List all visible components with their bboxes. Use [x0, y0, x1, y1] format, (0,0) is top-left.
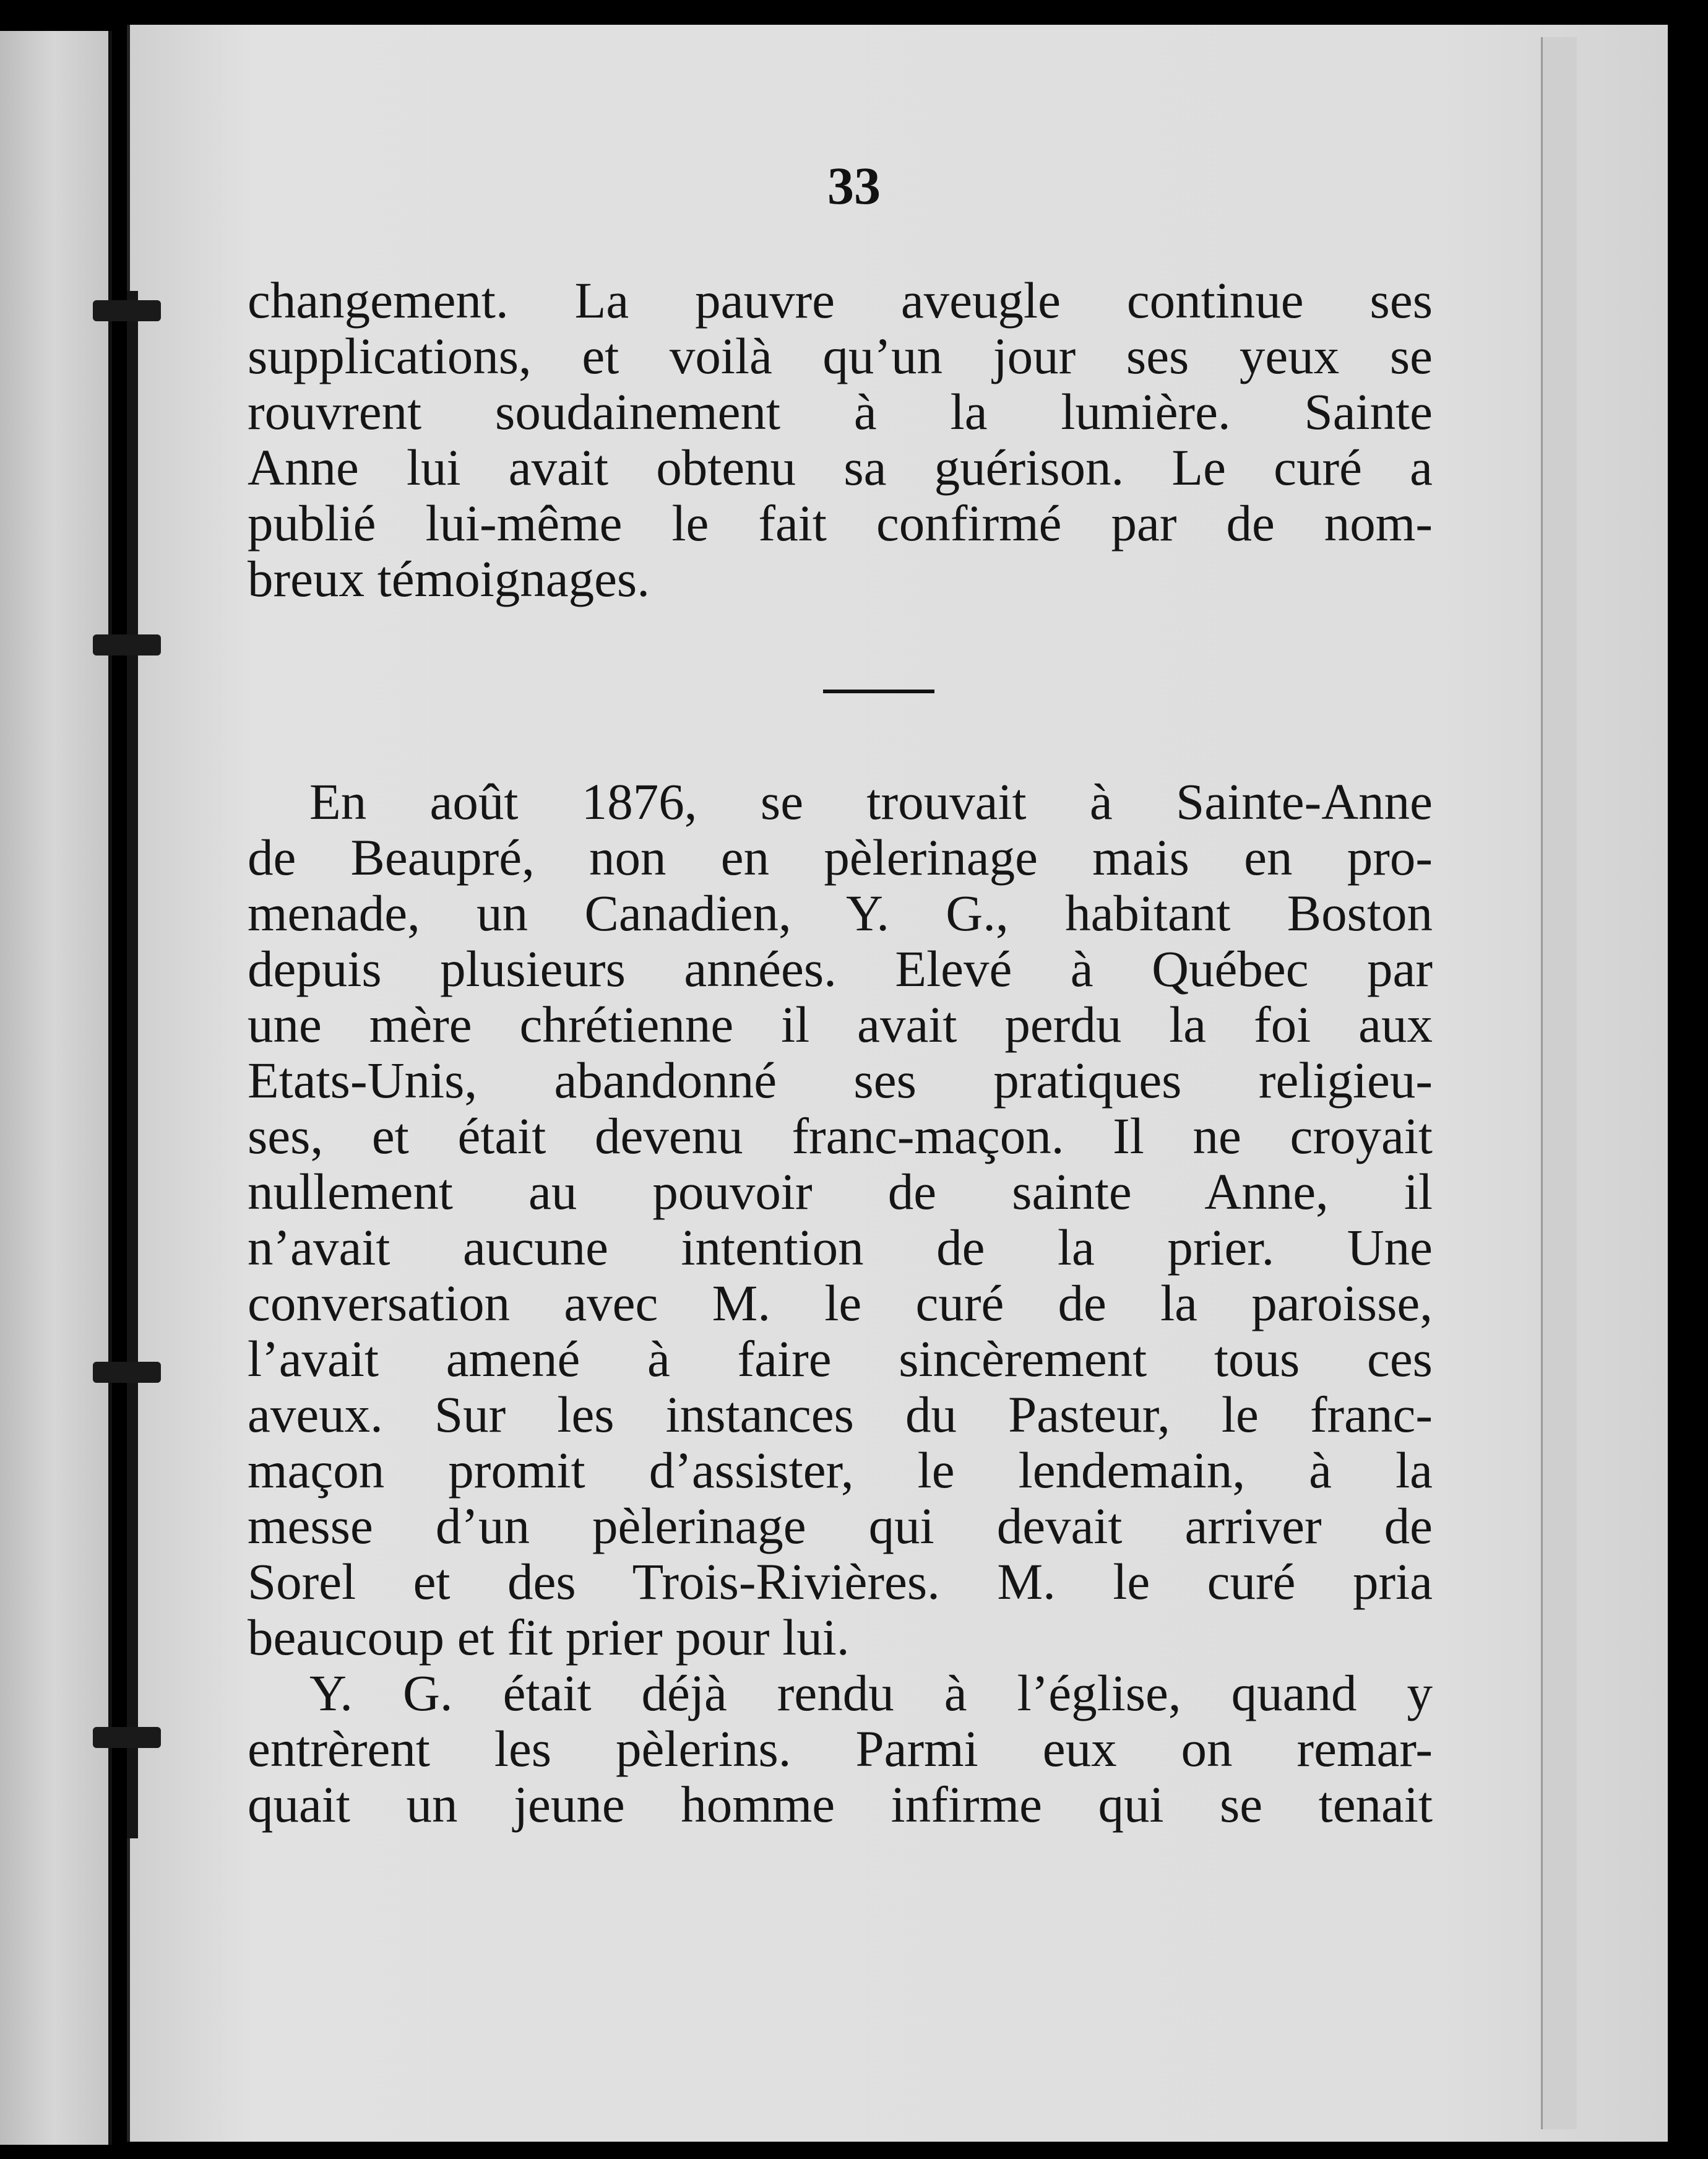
binding-stitch	[93, 634, 161, 655]
text-line: maçon promit d’assister, le lendemain, à la	[248, 1442, 1433, 1499]
binding-stitch	[93, 1362, 161, 1383]
text-line: messe d’un pèlerinage qui devait arriver de	[248, 1497, 1433, 1554]
page-number: 33	[827, 156, 881, 215]
text-line: une mère chrétienne il avait perdu la foi aux	[248, 996, 1433, 1053]
text-line: ses, et était devenu franc-maçon. Il ne croyait	[248, 1107, 1433, 1164]
text-line: Etats-Unis, abandonné ses pratiques religieu-	[248, 1052, 1433, 1109]
left-page-edge	[0, 31, 112, 2145]
text-line: Y. G. était déjà rendu à l’église, quand y	[309, 1664, 1433, 1721]
text-line: Sorel et des Trois-Rivières. M. le curé pria	[248, 1553, 1433, 1610]
text-line: beaucoup et fit prier pour lui.	[248, 1609, 850, 1666]
text-line: entrèrent les pèlerins. Parmi eux on remar-	[248, 1720, 1433, 1777]
text-line: breux témoignages.	[248, 550, 650, 607]
text-line: de Beaupré, non en pèlerinage mais en pro-	[248, 829, 1433, 886]
text-line: quait un jeune homme infirme qui se tenait	[248, 1776, 1433, 1833]
text-line: Anne lui avait obtenu sa guérison. Le curé a	[248, 439, 1433, 496]
text-line: changement. La pauvre aveugle continue ses	[248, 272, 1433, 329]
text-line: depuis plusieurs années. Elevé à Québec par	[248, 940, 1433, 997]
binding-thread	[127, 291, 138, 1838]
text-line: l’avait amené à faire sincèrement tous ces	[248, 1330, 1433, 1387]
paragraph-1	[248, 272, 1433, 607]
text-line: En août 1876, se trouvait à Sainte-Anne	[309, 773, 1433, 830]
text-line: n’avait aucune intention de la prier. Une	[248, 1219, 1433, 1276]
page-edge-shadow	[1541, 37, 1577, 2129]
text-line: rouvrent soudainement à la lumière. Sainte	[248, 383, 1433, 440]
binding-stitch	[93, 1727, 161, 1748]
paragraph-2	[248, 774, 1433, 1665]
text-line: menade, un Canadien, Y. G., habitant Boston	[248, 885, 1433, 941]
text-line: conversation avec M. le curé de la paroisse,	[248, 1274, 1433, 1331]
section-divider	[823, 690, 934, 693]
text-line: publié lui-même le fait confirmé par de nom-	[248, 495, 1433, 552]
text-line: nullement au pouvoir de sainte Anne, il	[248, 1163, 1433, 1220]
paragraph-3	[248, 1665, 1433, 1832]
binding-stitch	[93, 300, 161, 321]
text-line: supplications, et voilà qu’un jour ses yeux se	[248, 327, 1433, 384]
text-line: aveux. Sur les instances du Pasteur, le franc-	[248, 1386, 1433, 1443]
